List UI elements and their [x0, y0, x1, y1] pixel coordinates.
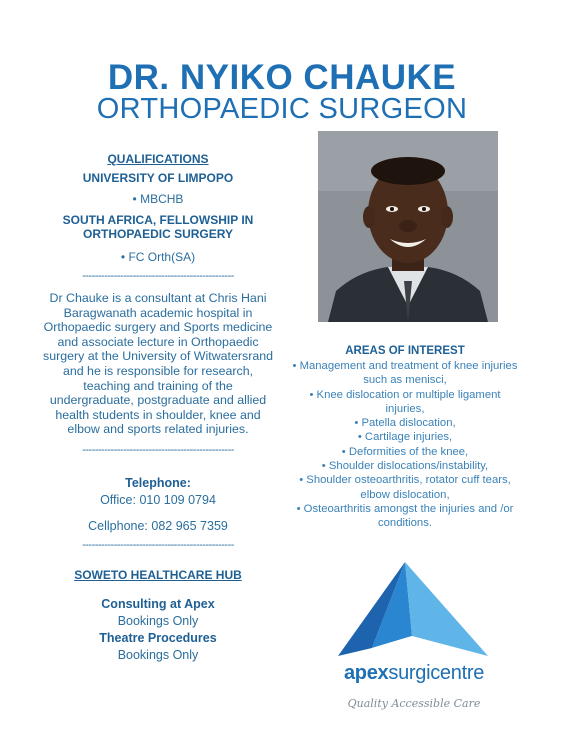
- logo-wordmark: [324, 662, 504, 685]
- interest-list: [292, 359, 518, 531]
- logo-brand-bold: apex: [343, 662, 389, 684]
- telephone-heading: Telephone:: [125, 475, 191, 490]
- left-column: [42, 152, 274, 662]
- interest-heading: AREAS OF INTEREST: [345, 345, 465, 357]
- degree-label: MBCHB: [140, 192, 184, 206]
- theatre-label: Theatre Procedures: [99, 630, 217, 645]
- fellowship-degree-item: • FC Orth(SA): [120, 250, 196, 264]
- interest-text: Shoulder osteoarthritis, rotator cuff tears, elbow dislocation,: [306, 474, 511, 501]
- divider: ------------------------------------------------: [82, 538, 234, 551]
- interest-item: • Patella dislocation,: [354, 417, 456, 430]
- qualifications-heading: QUALIFICATIONS: [107, 152, 209, 166]
- logo-brand-thin: surgicentre: [388, 662, 485, 684]
- interest-text: Knee dislocation or multiple ligament injuries,: [316, 388, 501, 415]
- apex-logo-icon: [330, 560, 500, 720]
- divider: ------------------------------------------------: [82, 443, 234, 456]
- interest-text: Cartilage injuries,: [364, 431, 453, 444]
- interest-item: • Shoulder dislocations/instability,: [321, 460, 489, 473]
- consulting-note: Bookings Only: [117, 613, 199, 628]
- interest-text: Management and treatment of knee injuries such as menisci,: [299, 360, 518, 387]
- interest-text: Shoulder dislocations/instability,: [328, 460, 489, 473]
- office-phone: Office: 010 109 0794: [100, 492, 216, 507]
- logo-tagline: Quality Accessible Care: [347, 697, 481, 710]
- divider: ------------------------------------------------: [82, 270, 234, 282]
- portrait-illustration: [318, 131, 498, 322]
- degree-item: • MBCHB: [132, 192, 184, 206]
- doctor-name: DR. NYIKO CHAUKE: [107, 58, 457, 97]
- doctor-title: ORTHOPAEDIC SURGEON: [96, 93, 468, 125]
- hub-heading: SOWETO HEALTHCARE HUB: [74, 567, 242, 582]
- interest-item: • Shoulder osteoarthritis, rotator cuff tears, elbow dislocation,: [299, 474, 511, 501]
- interest-item: • Deformities of the knee,: [341, 445, 469, 458]
- interest-text: Osteoarthritis amongst the injuries and /or conditions.: [303, 502, 514, 530]
- bio-paragraph: Dr Chauke is a consultant at Chris Hani Baragwanath academic hospital in Orthopaedic surgery and Sports medicine and associate lecture in Orthopaedic surgery at the University of Witwatersrand and he is responsible for research, teaching and training of the undergraduate, postgraduate and allied health students in shoulder, knee and elbow and sports related injuries.: [43, 291, 273, 437]
- theatre-note: Bookings Only: [117, 647, 199, 662]
- fellowship: SOUTH AFRICA, FELLOWSHIP IN ORTHOPAEDIC SURGERY: [62, 213, 254, 241]
- interest-item: • Management and treatment of knee injuries such as menisci,: [292, 360, 518, 387]
- interest-item: • Knee dislocation or multiple ligament injuries,: [309, 388, 501, 415]
- university: UNIVERSITY OF LIMPOPO: [82, 171, 234, 185]
- doctor-photo: [318, 131, 498, 322]
- cell-phone: Cellphone: 082 965 7359: [88, 518, 228, 533]
- interest-text: Patella dislocation,: [361, 417, 456, 430]
- interest-item: • Cartilage injuries,: [357, 431, 453, 444]
- interest-item: • Osteoarthritis amongst the injuries and /or conditions.: [296, 502, 514, 530]
- interest-text: Deformities of the knee,: [348, 445, 469, 458]
- fellowship-degree-label: FC Orth(SA): [128, 250, 196, 264]
- areas-of-interest: [292, 345, 518, 531]
- consulting-label: Consulting at Apex: [101, 596, 215, 611]
